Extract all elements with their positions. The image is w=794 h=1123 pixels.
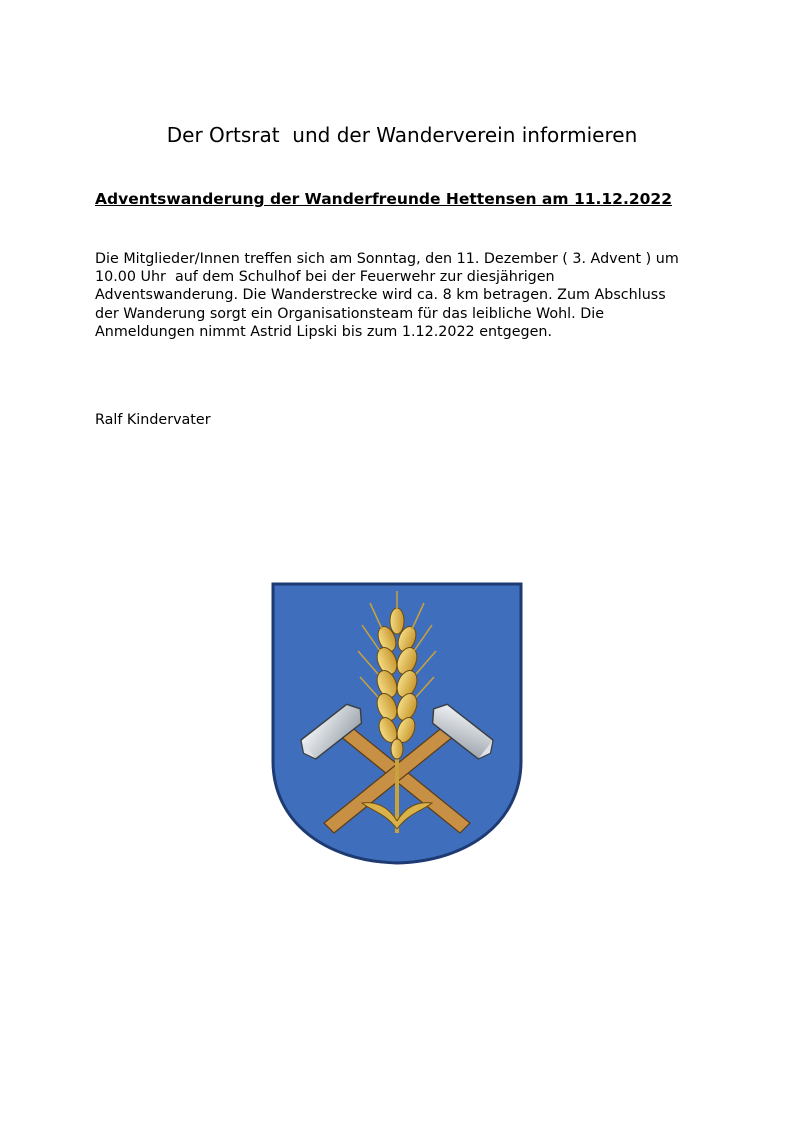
paragraph-line: 10.00 Uhr auf dem Schulhof bei der Feuerwehr zur diesjährigen <box>95 269 555 286</box>
event-title: Adventswanderung der Wanderfreunde Hettensen am 11.12.2022 <box>95 190 672 208</box>
paragraph-line: Anmeldungen nimmt Astrid Lipski bis zum 1.12.2022 entgegen. <box>95 323 553 340</box>
paragraph-line: der Wanderung sorgt ein Organisationsteam für das leibliche Wohl. Die <box>95 305 604 322</box>
paragraph-line: Adventswanderung. Die Wanderstrecke wird ca. 8 km betragen. Zum Abschluss <box>95 287 666 304</box>
coat-of-arms-icon <box>270 581 524 865</box>
page-heading: Der Ortsrat und der Wanderverein informieren <box>166 123 638 147</box>
announcement-paragraph <box>95 250 705 341</box>
paragraph-line: Die Mitglieder/Innen treffen sich am Sonntag, den 11. Dezember ( 3. Advent ) um <box>95 251 679 267</box>
signature: Ralf Kindervater <box>95 412 211 428</box>
